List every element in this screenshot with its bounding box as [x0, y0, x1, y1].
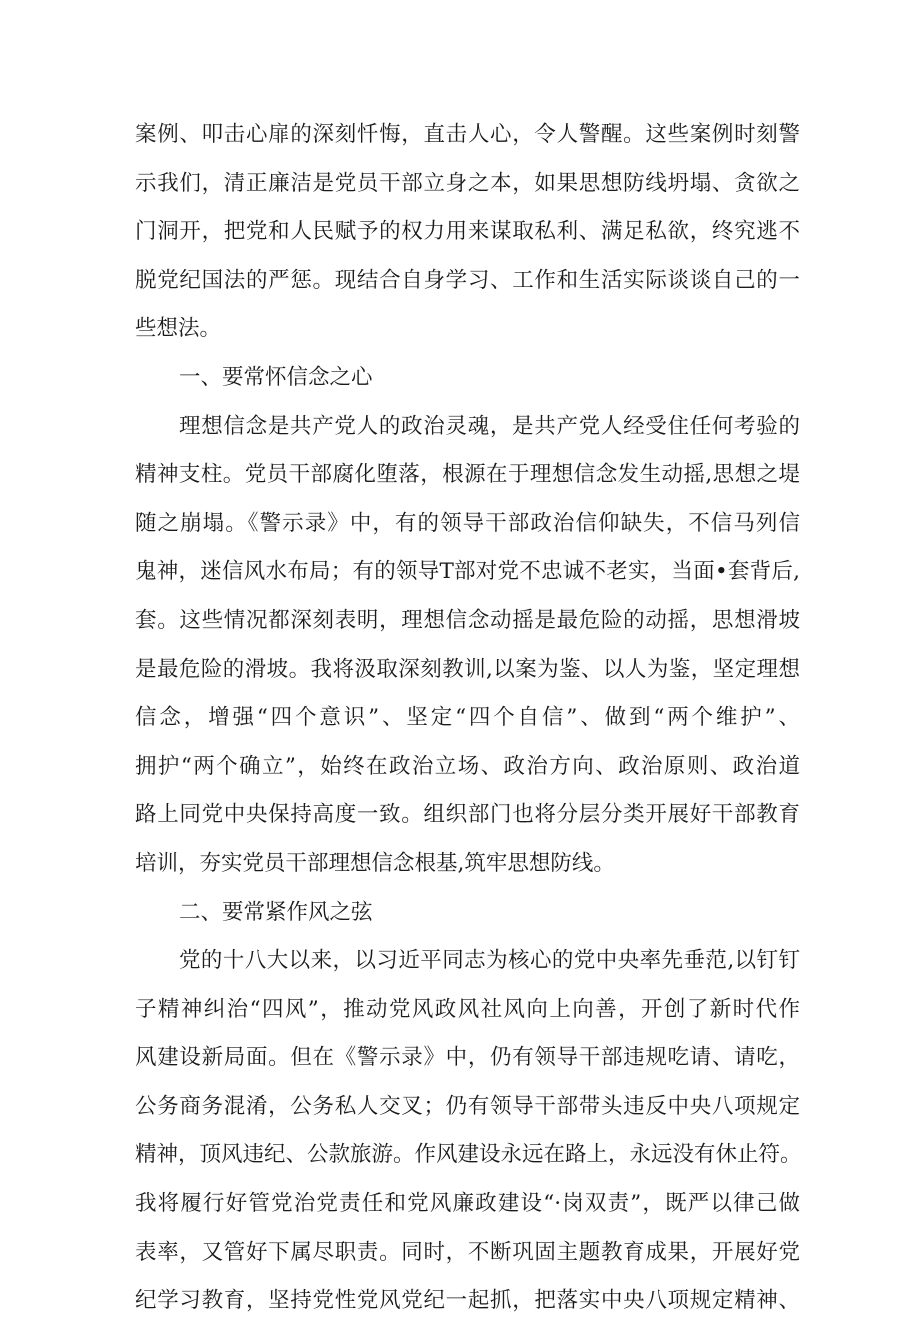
text-line: 纪学习教育，坚持党性党风党纪一起抓，把落实中央八项规定精神、 [135, 1288, 800, 1314]
section-heading: 一、要常怀信念之心 [179, 364, 373, 390]
text-line: 路上同党中央保持高度一致。组织部门也将分层分类开展好干部教育 [135, 802, 800, 828]
text-line: 表率，又管好下属尽职责。同时，不断巩固主题教育成果，开展好党 [135, 1239, 800, 1265]
text-line: 套。这些情况都深刻表明，理想信念动摇是最危险的动摇，思想滑坡 [135, 607, 800, 633]
section-heading: 二、要常紧作风之弦 [179, 899, 373, 925]
text-line: 风建设新局面。但在《警示录》中，仍有领导干部违规吃请、请吃， [135, 1045, 800, 1071]
text-line: 门洞开，把党和人民赋予的权力用来谋取私利、满足私欲，终究逃不 [135, 219, 800, 245]
text-line: 精神，顶风违纪、公款旅游。作风建设永远在路上，永远没有休止符。 [135, 1142, 802, 1168]
text-line: 我将履行好管党治党责任和党风廉政建设“·岗双责”，既严以律己做 [135, 1191, 800, 1217]
text-line: 案例、叩击心扉的深刻忏悔，直击人心，令人警醒。这些案例时刻警 [135, 122, 800, 147]
paragraph-first-line: 党的十八大以来，以习近平同志为核心的党中央率先垂范,以钉钉 [179, 948, 800, 974]
text-line: 脱党纪国法的严惩。现结合自身学习、工作和生活实际谈谈自己的一 [135, 267, 800, 293]
text-line: 培训，夯实党员干部理想信念根基,筑牢思想防线。 [135, 850, 615, 876]
text-line: 鬼神，迷信风水布局；有的领导T部对党不忠诚不老实，当面•套背后, [135, 559, 800, 585]
document-body [135, 111, 800, 1326]
text-line: 信念，增强“四个意识”、坚定“四个自信”、做到“两个维护”、 [135, 705, 800, 731]
text-line: 公务商务混淆，公务私人交叉；仍有领导干部带头违反中央八项规定 [135, 1093, 800, 1119]
text-line: 示我们，清正廉洁是党员干部立身之本，如果思想防线坍塌、贪欲之 [135, 170, 800, 196]
text-line: 些想法。 [135, 316, 222, 342]
text-line: 精神支柱。党员干部腐化堕落，根源在于理想信念发生动摇,思想之堤 [135, 462, 800, 488]
text-line: 拥护“两个确立”，始终在政治立场、政治方向、政治原则、政治道 [135, 753, 800, 779]
paragraph-first-line: 理想信念是共产党人的政治灵魂，是共产党人经受住任何考验的 [179, 413, 800, 439]
text-line: 子精神纠治“四风”，推动党风政风社风向上向善，开创了新时代作 [135, 996, 800, 1022]
text-line: 随之崩塌。《警示录》中，有的领导干部政治信仰缺失，不信马列信 [135, 510, 800, 536]
text-line: 是最危险的滑坡。我将汲取深刻教训,以案为鉴、以人为鉴，坚定理想 [135, 656, 800, 682]
